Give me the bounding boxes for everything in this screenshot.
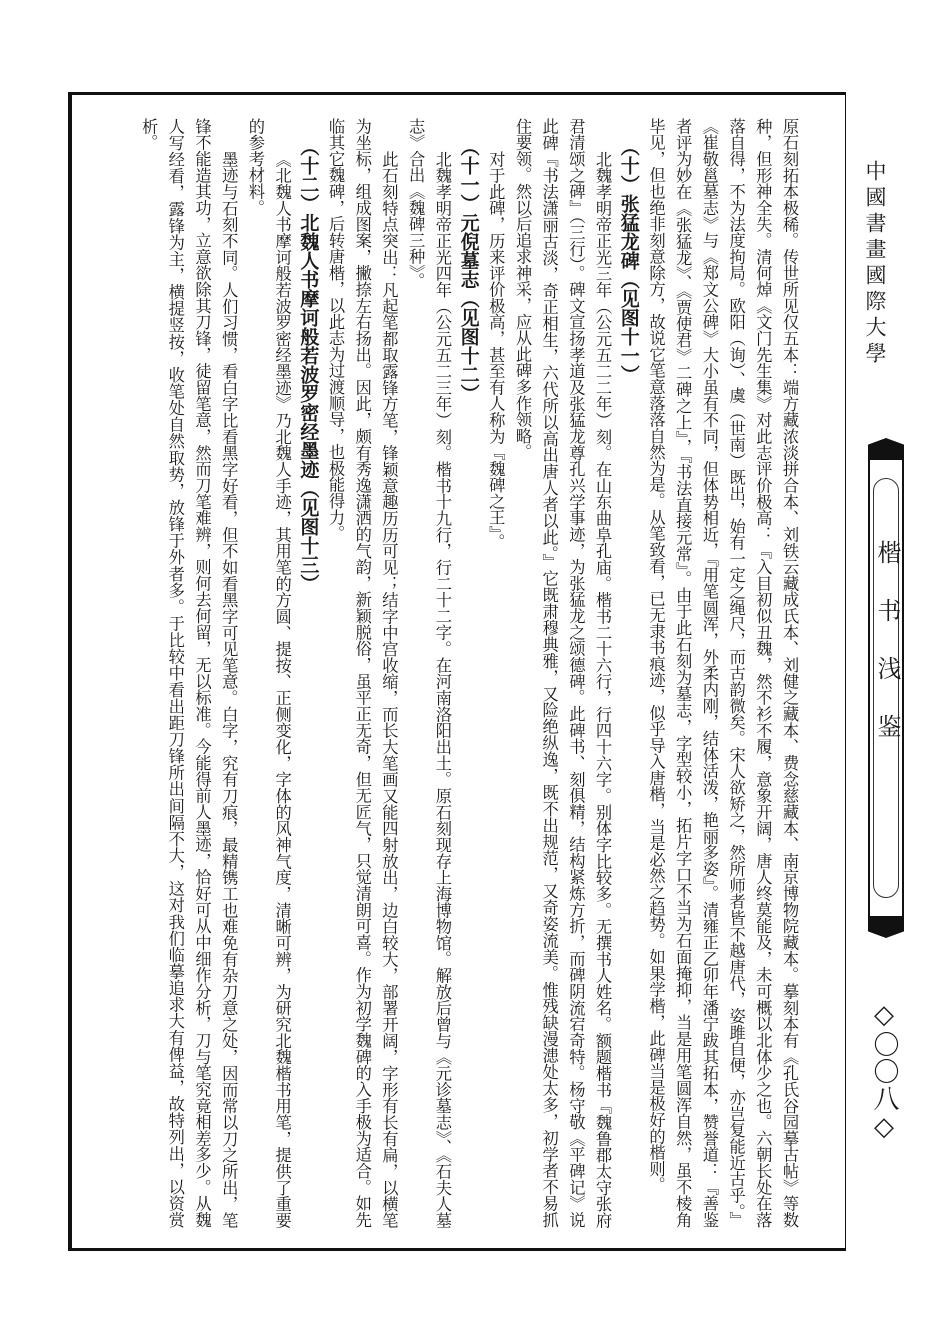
book-title: 楷书浅鉴 bbox=[873, 540, 901, 772]
university-name: 中國書畫國際大學 bbox=[863, 160, 887, 368]
paragraph: 原石刻拓本极稀。传世所见仅五本：端方藏浓淡拼合本、刘铁云藏成氏本、刘健之藏本、费念慈藏本、南京博物院藏本。摹刻本有《孔氏谷园摹古帖》等数种，但形神全失。清何焯《文门先生集》对此志评价极高：『入目初似丑魏，然不衫不履，意象开阔，唐人终莫能及，未可概以北体少之也。六朝长处在落落自得，不为法度拘局。欧阳（询）、虞（世南）既出，始有一定之绳尺，而古韵微矣。宋人欲矫之，然所师者皆不越唐代，姿雎自便，亦岂复能近古乎。』《崔敬邕墓志》与《郑文公碑》大小虽有不同，但体势相近，『用笔圆浑，外柔内刚，结体活泼，艳丽多姿』。清雍正乙卯年潘宁跋其拓本，赞誉道：『善鉴者评为妙在《张猛龙》、《贾使君》二碑之上』，『书法直接元常』。由于此石刻为墓志，字型较小，拓片字口不当为石面掩抑，当是用笔圆浑自然，虽不棱角毕见，但也绝非刻意除方，故说它笔意落落自然为是。从笔致看，已无隶书痕迹，似乎导入唐楷，当是必然之趋势。如果学楷，此碑当是极好的楷则。 bbox=[646, 118, 799, 1228]
title-box-bottom-ornament bbox=[868, 916, 904, 938]
section-heading-11: （十一）元倪墓志（见图十二） bbox=[457, 137, 480, 403]
section-heading-10: （十）张猛龙碑（见图十一） bbox=[617, 137, 640, 384]
paragraph: 北魏孝明帝正光三年（公元五二二年）刻。在山东曲阜孔庙。楷书二十六行，行四十六字。别体字比较多。无撰书人姓名。额题楷书『魏鲁郡太守张府君清颂之碑』（三行）。碑文宣扬孝道及张猛龙尊孔兴学事迹，为张猛龙之颂德碑。此碑书、刻俱精，结构紧炼方折，而碑阴流宕奇特。杨守敬《平碑记》说此碑『书法潇丽古淡，奇正相生，六代所以高出唐人者以此。』它既肃穆典雅，又险绝纵逸，既不出规范，又奇姿流美。惟残缺漫漶处太多，初学者不易抓住要领。然以后追求神采，应从此碑多作领略。 bbox=[512, 118, 613, 1228]
paragraph: 对于此碑，历来评价极高，甚至有人称为『魏碑之王』。 bbox=[486, 150, 506, 550]
paragraph: 《北魏人书摩诃般若波罗密经墨迹》乃北魏人手迹，其用笔的方圆、提按、正侧变化，字体的风神气度，清晰可辨，为研究北魏楷书用笔，提供了重要的参考材料。 bbox=[245, 118, 292, 1228]
paragraph: 此石刻特点突出：凡起笔都取露锋方笔，锋颖意趣历历可见；结字中宫收缩，而长大笔画又能四射放出，边白较大，部署开阔，字形有长有扁，以横笔为坐标，组成图案，撇捺左右扬出。因此，颇有秀逸潇洒的气韵，新颖脱俗，虽平正无奇，但无匠气，只觉清朗可喜。作为初学魏碑的入手极为适合。如先临其它魏碑，后转唐楷，以此志为过渡顺导，也极能得力。 bbox=[326, 118, 399, 1228]
paragraph: 北魏孝明帝正光四年（公元五二三年）刻。楷书十九行，行二十二字。在河南洛阳出土。原石刻现存上海博物馆。解放后曾与《元诊墓志》、《石夫人墓志》合出《魏碑三种》。 bbox=[406, 118, 452, 1228]
paragraph: 墨迹与石刻不同。人们习惯，看白字比看黑字好看，但不如看黑字可见笔意。白字，究有刀痕，最精镌工也难免有杂刀意之处，因而常以刀之所出，笔锋不能造其功，立意欲除其刀锋，徒留笔意，然而刀笔难辨，则何去何留，无以标准。今能得前人墨迹，恰好可从中细作分析，刀与笔究竟相差多少。从魏人写经看，露锋为主，横提竖按，收笔处自然取势，放锋于外者多。于比较中看出距刀锋所出间隔不大，这对我们临摹追求大有俾益，故特列出，以资赏析。 bbox=[139, 118, 239, 1228]
section-heading-12: （十二）北魏人书摩诃般若波罗密经墨迹（见图十三） bbox=[297, 137, 320, 593]
page-number: ◇〇〇八◇ bbox=[869, 1000, 899, 1143]
title-box-top-ornament bbox=[868, 438, 904, 460]
main-text bbox=[112, 118, 802, 1228]
